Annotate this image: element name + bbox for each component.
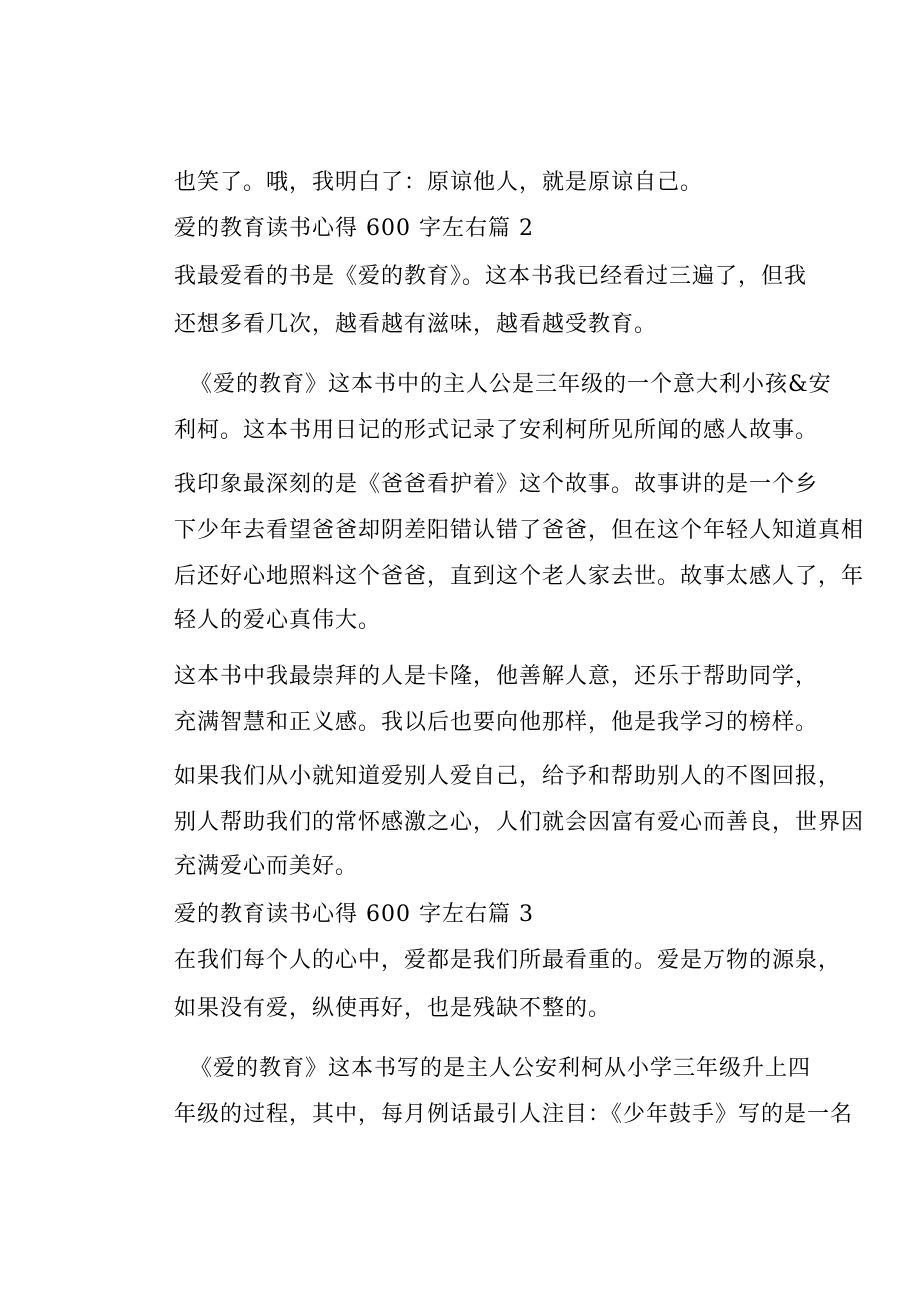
- text-line: 如果我们从小就知道爱别人爱自己，给予和帮助别人的不图回报，: [174, 764, 842, 789]
- text-line: 我最爱看的书是《爱的教育》。这本书我已经看过三遍了，但我: [174, 264, 808, 289]
- text-line: 轻人的爱心真伟大。: [174, 608, 382, 633]
- text-line: 利柯。这本书用日记的形式记录了安利柯所见所闻的感人故事。: [174, 418, 819, 443]
- text-line: 在我们每个人的心中，爱都是我们所最看重的。爱是万物的源泉，: [174, 948, 842, 973]
- text-line: 别人帮助我们的常怀感激之心，人们就会因富有爱心而善良，世界因: [174, 810, 865, 835]
- section-heading: 爱的教育读书心得 600 字左右篇 2: [174, 216, 534, 241]
- text-line: 还想多看几次，越看越有滋味，越看越受教育。: [174, 312, 658, 337]
- text-line: 充满爱心而美好。: [174, 854, 359, 879]
- text-line: 后还好心地照料这个爸爸，直到这个老人家去世。故事太感人了，年: [174, 564, 865, 589]
- text-line: 这本书中我最崇拜的人是卡隆，他善解人意，还乐于帮助同学，: [174, 664, 819, 689]
- section-heading: 爱的教育读书心得 600 字左右篇 3: [174, 902, 534, 927]
- text-line: 充满智慧和正义感。我以后也要向他那样，他是我学习的榜样。: [174, 710, 819, 735]
- text-line: 下少年去看望爸爸却阴差阳错认错了爸爸，但在这个年轻人知道真相: [174, 518, 865, 543]
- text-line: 年级的过程，其中，每月例话最引人注目：《少年鼓手》写的是一名: [174, 1102, 854, 1127]
- text-line: 《爱的教育》这本书中的主人公是三年级的一个意大利小孩&安: [190, 372, 832, 397]
- text-line: 我印象最深刻的是《爸爸看护着》这个故事。故事讲的是一个乡: [174, 472, 819, 497]
- text-line: 也笑了。哦，我明白了：原谅他人，就是原谅自己。: [174, 170, 704, 195]
- text-line: 如果没有爱，纵使再好，也是残缺不整的。: [174, 996, 612, 1021]
- text-line: 《爱的教育》这本书写的是主人公安利柯从小学三年级升上四: [190, 1056, 812, 1081]
